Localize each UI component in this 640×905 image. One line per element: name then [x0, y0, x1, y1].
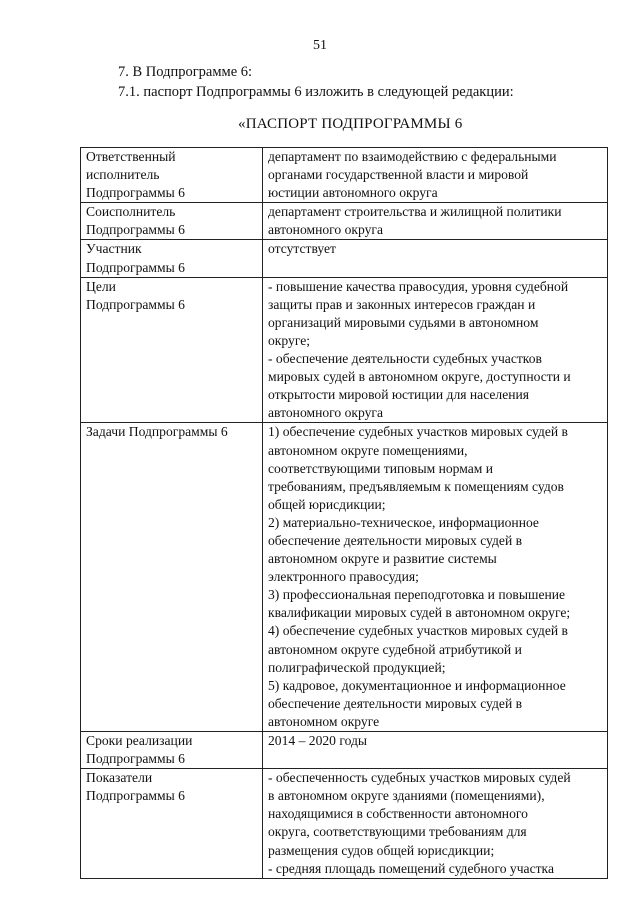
row-label-line: Задачи Подпрограммы 6	[86, 424, 228, 440]
row-value-line: автономном округе помещениями,	[268, 442, 468, 458]
row-value-line: общей юрисдикции;	[268, 496, 386, 512]
row-value-line: департамент по взаимодействию с федеральными	[268, 149, 557, 164]
row-label-line: Подпрограммы 6	[86, 222, 185, 238]
row-value-line: 2014 – 2020 годы	[268, 733, 368, 748]
row-value-cell	[263, 769, 608, 879]
row-label-line: Подпрограммы 6	[86, 788, 185, 804]
row-value-cell	[263, 240, 608, 277]
intro-line-1: 7. В Подпрограмме 6:	[118, 64, 253, 80]
row-value-line: автономном округе	[268, 713, 380, 729]
row-value-line: квалификации мировых судей в автономном округе;	[268, 605, 571, 621]
row-label-line: Ответственный	[86, 149, 176, 164]
row-value-line: обеспечение деятельности мировых судей в	[268, 695, 523, 711]
row-label-cell	[81, 732, 263, 769]
row-value-line: 2) материально-техническое, информационное	[268, 514, 539, 530]
row-value-line: полиграфической продукцией;	[268, 659, 446, 675]
table-row	[81, 423, 608, 732]
row-value-line: автономном округе и развитие системы	[268, 551, 497, 567]
row-value-line: находящимися в собственности автономного	[268, 806, 528, 822]
row-value-cell	[263, 203, 608, 240]
intro-line-2: 7.1. паспорт Подпрограммы 6 изложить в следующей редакции:	[118, 84, 514, 100]
table-row	[81, 203, 608, 240]
row-label-line: Соисполнитель	[86, 204, 176, 220]
row-label-line: Подпрограммы 6	[86, 296, 185, 312]
table-row	[81, 769, 608, 879]
row-value-line: автономного округа	[268, 222, 384, 238]
row-label-cell	[81, 203, 263, 240]
row-value-line: департамент строительства и жилищной политики	[268, 204, 562, 220]
row-value-line: - обеспечение деятельности судебных участков	[268, 351, 542, 367]
row-label-cell	[81, 423, 263, 732]
row-value-line: размещения судов общей юрисдикции;	[268, 842, 495, 858]
passport-table-body	[81, 148, 608, 879]
row-value-line: в автономном округе зданиями (помещениями),	[268, 788, 545, 804]
row-value-line: мировых судей в автономном округе, доступности и	[268, 369, 571, 385]
row-value-line: органами государственной власти и мировой	[268, 167, 529, 183]
row-value-line: электронного правосудия;	[268, 569, 419, 585]
row-value-cell	[263, 148, 608, 203]
row-value-line: юстиции автономного округа	[268, 185, 438, 201]
row-value-cell	[263, 732, 608, 769]
passport-table	[80, 147, 608, 879]
row-label-line: исполнитель	[86, 167, 160, 183]
row-value-line: автономного округа	[268, 405, 384, 421]
table-row	[81, 240, 608, 277]
row-value-line: округа, соответствующими требованиям для	[268, 824, 527, 840]
row-value-line: соответствующими типовым нормам и	[268, 460, 494, 476]
row-value-line: - средняя площадь помещений судебного участка	[268, 860, 554, 876]
row-value-line: открытости мировой юстиции для населения	[268, 387, 530, 403]
table-row	[81, 732, 608, 769]
row-value-line: обеспечение деятельности мировых судей в	[268, 532, 523, 548]
row-label-line: Сроки реализации	[86, 733, 193, 748]
row-value-line: 1) обеспечение судебных участков мировых судей в	[268, 424, 568, 440]
row-value-line: - повышение качества правосудия, уровня судебной	[268, 278, 569, 294]
row-value-cell	[263, 277, 608, 423]
row-value-line: - обеспеченность судебных участков мировых судей	[268, 770, 571, 786]
intro-text	[118, 62, 514, 102]
row-label-line: Участник	[86, 241, 142, 257]
row-value-line: 3) профессиональная переподготовка и повышение	[268, 587, 566, 603]
page-number: 51	[313, 38, 327, 53]
table-row	[81, 277, 608, 423]
row-value-line: защиты прав и законных интересов граждан и	[268, 296, 536, 312]
row-label-cell	[81, 277, 263, 423]
row-label-cell	[81, 240, 263, 277]
row-label-line: Подпрограммы 6	[86, 185, 185, 201]
row-value-line: требованиям, предъявляемым к помещениям судов	[268, 478, 564, 494]
row-label-line: Подпрограммы 6	[86, 259, 185, 275]
table-row	[81, 148, 608, 203]
row-label-cell	[81, 148, 263, 203]
passport-title: «ПАСПОРТ ПОДПРОГРАММЫ 6	[238, 116, 463, 132]
row-value-line: 4) обеспечение судебных участков мировых судей в	[268, 623, 568, 639]
row-value-line: отсутствует	[268, 241, 337, 257]
row-value-line: автономном округе судебной атрибутикой и	[268, 641, 522, 657]
row-label-cell	[81, 769, 263, 879]
row-label-line: Цели	[86, 278, 116, 294]
row-value-cell	[263, 423, 608, 732]
row-value-line: 5) кадровое, документационное и информационное	[268, 677, 566, 693]
row-label-line: Показатели	[86, 770, 153, 786]
row-value-line: округе;	[268, 332, 311, 348]
row-value-line: организаций мировыми судьями в автономном	[268, 314, 539, 330]
row-label-line: Подпрограммы 6	[86, 751, 185, 767]
